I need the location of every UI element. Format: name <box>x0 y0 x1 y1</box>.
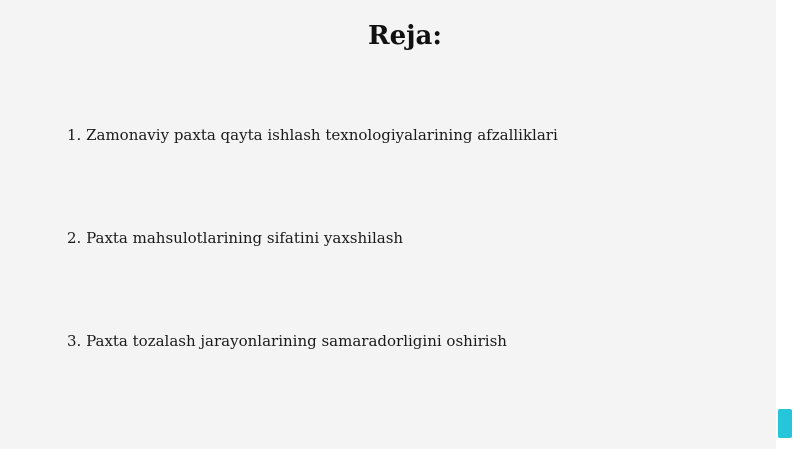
slide-title: Reja: <box>367 21 442 51</box>
scroll-gutter <box>776 0 800 449</box>
plan-item-1: 1. Zamonaviy paxta qayta ishlash texnologiyalarining afzalliklari <box>67 126 558 144</box>
scroll-thumb-icon[interactable] <box>778 409 792 438</box>
plan-item-3: 3. Paxta tozalash jarayonlarining samaradorligini oshirish <box>67 332 507 350</box>
plan-item-2: 2. Paxta mahsulotlarining sifatini yaxshilash <box>67 229 404 247</box>
